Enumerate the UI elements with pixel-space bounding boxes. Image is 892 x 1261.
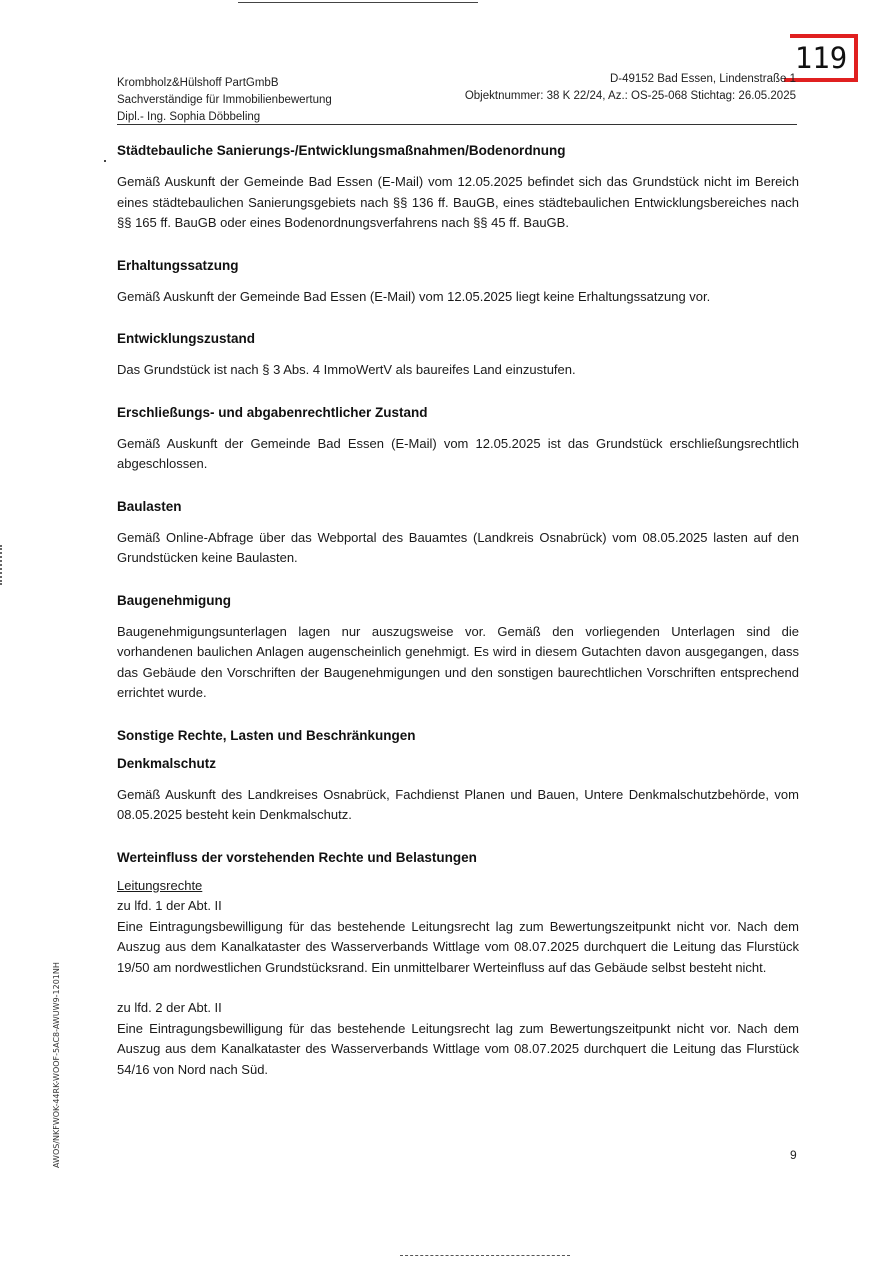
header-object-info bbox=[465, 71, 796, 105]
header-company bbox=[117, 75, 332, 126]
margin-dots bbox=[0, 545, 5, 585]
header-company-name: Krombholz&Hülshoff PartGmbB bbox=[117, 77, 279, 89]
stamp-number: 119 bbox=[794, 41, 848, 75]
section-heading-entwicklung: Entwicklungszustand bbox=[117, 331, 256, 346]
page-number: 9 bbox=[790, 1148, 797, 1162]
item1-label: zu lfd. 1 der Abt. II bbox=[117, 898, 222, 913]
header-divider bbox=[117, 124, 797, 125]
header-company-subtitle: Sachverständige für Immobilienbewertung bbox=[117, 94, 332, 106]
top-edge-rule bbox=[238, 2, 478, 3]
subheading-leitungsrechte: Leitungsrechte bbox=[117, 877, 203, 893]
section-heading-baugenehmigung: Baugenehmigung bbox=[117, 592, 231, 608]
item1-text: Eine Eintragungsbewilligung für das bestehende Leitungsrecht lag zum Bewertungszeitpunkt nicht vor. Nach dem Auszug aus dem Kanalkataster des Wasserverbands Wittlage vom 08.07.2025 durchquert die Leitung das Flurstück 19/50 am nordwestlichen Grundstücksrand. Ein unmittelbarer Werteinfluss auf das Gebäude selbst besteht nicht. bbox=[117, 918, 799, 975]
section-text-baugenehmigung: Baugenehmigungsunterlagen lagen nur auszugsweise vor. Gemäß den vorliegenden Unterlagen sind die vorhandenen baulichen Anlagen augenscheinlich genehmigt. Es wird in diesem Gutachten davon ausgegangen, dass das Gebäude den Vorschriften der Baugenehmigungen und den sonstigen baurechtlichen Vorschriften entsprechend errichtet wurde. bbox=[117, 623, 799, 700]
section-heading-denkmal: Denkmalschutz bbox=[117, 755, 217, 771]
margin-dot bbox=[104, 160, 106, 162]
header-address: D-49152 Bad Essen, Lindenstraße 1 bbox=[609, 73, 796, 85]
stamp-notch bbox=[780, 34, 790, 44]
section-heading-erhaltung: Erhaltungssatzung bbox=[117, 257, 239, 273]
section-text-baulasten: Gemäß Online-Abfrage über das Webportal des Bauamtes (Landkreis Osnabrück) vom 08.05.2025 lasten auf den Grundstücken keine Baulasten. bbox=[117, 529, 799, 565]
section-text-entwicklung: Das Grundstück ist nach § 3 Abs. 4 ImmoWertV als baureifes Land einzustufen. bbox=[117, 362, 576, 377]
item2-label: zu lfd. 2 der Abt. II bbox=[117, 1000, 222, 1015]
item2-text: Eine Eintragungsbewilligung für das bestehende Leitungsrecht lag zum Bewertungszeitpunkt nicht vor. Nach dem Auszug aus dem Kanalkataster des Wasserverbands Wittlage vom 08.07.2025 durchquert die Leitung das Flurstück 54/16 von Nord nach Süd. bbox=[117, 1020, 799, 1077]
section-text-sanierung: Gemäß Auskunft der Gemeinde Bad Essen (E-Mail) vom 12.05.2025 befindet sich das Grundstück nicht im Bereich eines städtebaulichen Sanierungsgebiets nach §§ 136 ff. BauGB, eines städtebaulichen Entwicklungsbereiches nach §§ 165 ff. BauGB oder eines Bodenordnungsverfahrens nach §§ 45 ff. BauGB. bbox=[117, 174, 799, 230]
section-heading-werteinfluss: Werteinfluss der vorstehenden Rechte und Belastungen bbox=[117, 849, 477, 865]
bottom-edge-rule bbox=[400, 1255, 570, 1256]
side-document-id: AWOS/NKFWOK-44RK-WOOF-5AC8-AWUW9-1201NH bbox=[52, 962, 61, 1168]
document-body bbox=[117, 141, 799, 1080]
header-object-number: Objektnummer: 38 K 22/24, Az.: OS-25-068 Stichtag: 26.05.2025 bbox=[464, 90, 796, 102]
section-heading-sonstige: Sonstige Rechte, Lasten und Beschränkungen bbox=[117, 727, 416, 743]
section-text-denkmal: Gemäß Auskunft des Landkreises Osnabrück, Fachdienst Planen und Bauen, Untere Denkmalschutzbehörde, vom 08.05.2025 besteht kein Denkmalschutz. bbox=[117, 786, 799, 822]
header-company-person: Dipl.- Ing. Sophia Döbbeling bbox=[117, 111, 261, 123]
section-heading-baulasten: Baulasten bbox=[117, 498, 182, 514]
section-text-erschliessung: Gemäß Auskunft der Gemeinde Bad Essen (E-Mail) vom 12.05.2025 ist das Grundstück erschließungsrechtlich abgeschlossen. bbox=[117, 435, 799, 471]
section-text-erhaltung: Gemäß Auskunft der Gemeinde Bad Essen (E-Mail) vom 12.05.2025 liegt keine Erhaltungssatzung vor. bbox=[117, 288, 711, 304]
section-heading-sanierung: Städtebauliche Sanierungs-/Entwicklungsmaßnahmen/Bodenordnung bbox=[117, 143, 566, 158]
section-heading-erschliessung: Erschließungs- und abgabenrechtlicher Zustand bbox=[117, 404, 428, 420]
